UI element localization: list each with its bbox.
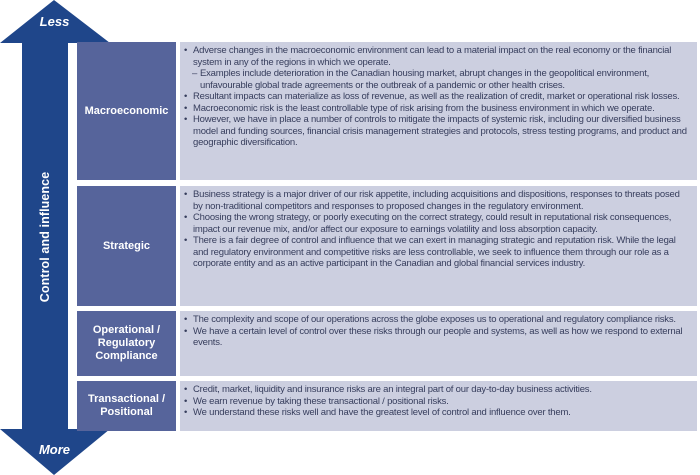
bullet-marker-icon: •: [184, 235, 188, 246]
bullet-text: Credit, market, liquidity and insurance risks are an integral part of our day-to-day business activities.: [193, 384, 592, 395]
arrow-less-label: Less: [39, 14, 70, 29]
risk-category-label: Strategic: [77, 186, 176, 306]
bullet-item: [184, 45, 691, 68]
bullet-item: [184, 235, 691, 270]
bullet-marker-icon: •: [184, 384, 188, 395]
bullet-text: Resultant impacts can materialize as loss of revenue, as well as the realization of credit, market or operational risk losses.: [193, 91, 680, 102]
bullet-text: We have a certain level of control over these risks through our people and systems, as well as how we respond to external events.: [193, 325, 683, 348]
risk-row-transactional-positional: [77, 381, 697, 431]
bullet-marker-icon: •: [184, 189, 188, 200]
arrow-more-label: More: [38, 442, 71, 457]
risk-description-panel: [180, 42, 697, 180]
bullet-text: There is a fair degree of control and influence that we can exert in managing strategic and reputation risk. While the legal and regulatory environment and competitive risks are less controllable, we seek to influence them through our role as a corporate entity and as an active participant in the Canadian and global financial services industry.: [193, 235, 676, 269]
bullet-text: Examples include deterioration in the Canadian housing market, abrupt changes in the geopolitical environment, unfavourable global trade agreements or the outbreak of a pandemic or other health crises.: [200, 68, 650, 91]
bullet-text: We earn revenue by taking these transactional / positional risks.: [193, 395, 449, 407]
bullet-item: [184, 91, 691, 103]
risk-category-label: Transactional / Positional: [77, 381, 176, 431]
bullet-text: Business strategy is a major driver of our risk appetite, including acquisitions and dispositions, responses to threats posed by non-traditional competitors and responses to proposed changes in the regulatory environment.: [193, 189, 680, 212]
bullet-marker-icon: •: [184, 325, 188, 337]
bullet-text: Adverse changes in the macroeconomic environment can lead to a material impact on the real economy or the financial system in any of the regions in which we operate.: [193, 45, 672, 68]
bullet-marker-icon: •: [184, 45, 188, 56]
bullet-text: We understand these risks well and have the greatest level of control and influence over them.: [193, 407, 571, 418]
risk-category-label: Operational / Regulatory Compliance: [77, 311, 176, 376]
bullet-marker-icon: •: [184, 102, 188, 114]
bullet-text: Macroeconomic risk is the least controllable type of risk arising from the business environment in which we operate.: [193, 102, 655, 114]
bullet-item: [184, 314, 691, 326]
bullet-item: [184, 407, 691, 419]
bullet-item: [184, 326, 691, 349]
bullet-item: [192, 68, 691, 91]
bullet-marker-icon: •: [184, 395, 188, 407]
risk-row-operational-regulatory-compliance: [77, 311, 697, 376]
risk-row-strategic: [77, 186, 697, 306]
bullet-marker-icon: •: [184, 407, 188, 418]
risk-description-panel: [180, 186, 697, 306]
bullet-marker-icon: •: [184, 91, 188, 102]
bullet-item: [184, 103, 691, 115]
risk-category-label: Macroeconomic: [77, 42, 176, 180]
bullet-item: [184, 384, 691, 396]
arrow-axis-label: Control and influence: [38, 171, 52, 303]
risk-description-panel: [180, 381, 697, 431]
bullet-marker-icon: •: [184, 212, 188, 223]
risk-row-macroeconomic: [77, 42, 697, 180]
bullet-text: The complexity and scope of our operations across the globe exposes us to operational and regulatory compliance risks.: [193, 314, 676, 325]
bullet-item: [184, 212, 691, 235]
bullet-marker-icon: •: [184, 314, 188, 325]
bullet-text: However, we have in place a number of controls to mitigate the impacts of systemic risk, including our diversified business model and funding sources, financial crisis management strategies and protocols, stress testing programs, and product and geographic diversification.: [193, 114, 687, 148]
bullet-marker-icon: –: [192, 68, 198, 79]
bullet-text: Choosing the wrong strategy, or poorly executing on the correct strategy, could result in reputational risk consequences, impact our revenue mix, and/or affect our exposure to earnings volatility and loss absorption capacity.: [193, 212, 672, 235]
bullet-item: [184, 189, 691, 212]
bullet-item: [184, 114, 691, 149]
bullet-marker-icon: •: [184, 114, 188, 125]
bullet-item: [184, 396, 691, 408]
risk-description-panel: [180, 311, 697, 376]
